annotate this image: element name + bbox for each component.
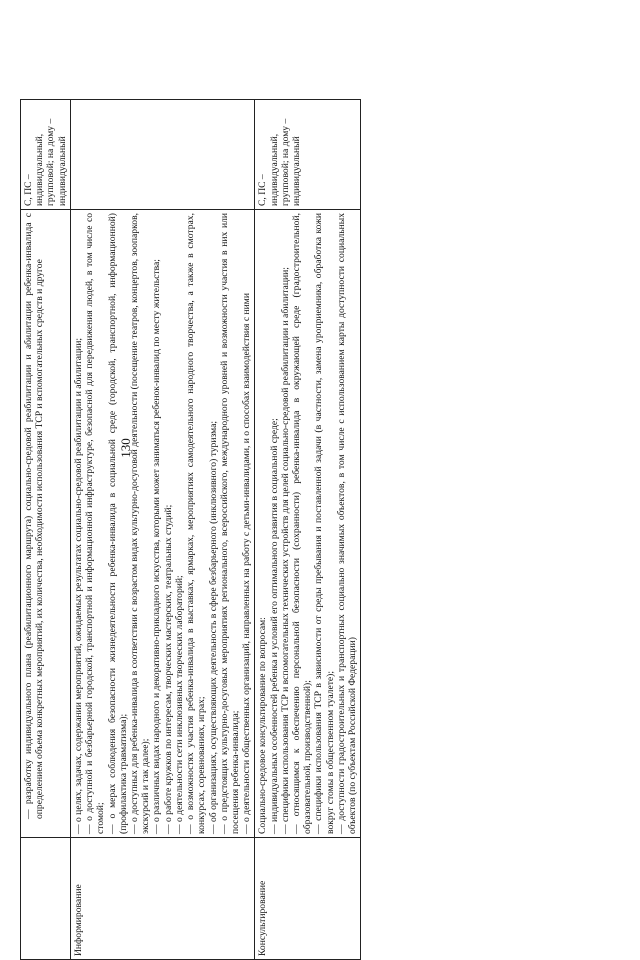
content-paragraph: — доступности градостроительных и транспортных социально значимых объектов, в том числе с использованием карты доступности социальных объектов (по субъектам Российской Федерации) <box>335 213 359 834</box>
form-cell: С, ПС – индивидуальный, групповой; на дому – индивидуальный <box>21 100 71 210</box>
section-cell: Консультирование <box>255 838 361 960</box>
content-paragraph: — о доступных для ребенка-инвалида в соответствии с возрастом видах культурно-досуговой деятельности (посещение театров, концертов, зоопарков, экскурсий и так далее); <box>128 213 152 834</box>
content-paragraph: — о работе кружков по интересам, творческих мастерских, театральных студий; <box>162 504 174 834</box>
form-cell <box>70 100 255 210</box>
section-cell <box>21 838 71 960</box>
form-cell: С, ПС – индивидуальный, групповой; на дому – индивидуальный <box>255 100 361 210</box>
content-paragraph: — об организациях, осуществляющих деятельность в сфере безбарьерного (инклюзивного) туризма; <box>207 420 219 834</box>
content-paragraph: — специфики использования ТСР в зависимости от среды пребывания и поставленной задачи (в частности, замена уроприемника, обработка кожи вокруг стомы в общественном туалете); <box>313 213 336 834</box>
content-paragraph: — разработку индивидуального плана (реабилитационного маршрута) социально-средовой реабилитации и абилитации ребенка-инвалида с определением объема конкретных мероприятий, их количества, необходимости использования ТСР и вспомогательных средств и другое <box>23 213 46 819</box>
page-number: 130 <box>117 438 133 458</box>
section-cell: Информирование <box>70 838 255 960</box>
table-row <box>70 100 255 960</box>
content-paragraph: — о возможностях участия ребенка-инвалида в выставках, ярмарках, мероприятиях самодеятельного народного творчества, а также в смотрах, конкурсах, соревнованиях, играх; <box>185 213 208 834</box>
content-paragraph: — специфики использования ТСР и вспомогательных технических устройств для целей социально-средовой реабилитации и абилитации; <box>279 267 291 834</box>
content-paragraph: — о различных видах народного и декоративно-прикладного искусства, которыми может заниматься ребенок-инвалид по месту жительства; <box>151 259 163 834</box>
rotated-table-container <box>20 100 470 960</box>
services-table <box>20 99 361 960</box>
content-paragraph: — индивидуальных особенностей ребенка и условий его оптимального развития в социальной среде; <box>268 418 280 834</box>
content-cell <box>255 210 361 838</box>
content-paragraph: — о доступной и безбарьерной городской, транспортной и информационной инфраструктуре, безопасной для передвижения людей, в том числе со стомой; <box>84 213 107 834</box>
content-paragraph: — о деятельности сети инклюзивных творческих лабораторий; <box>173 575 185 834</box>
content-cell <box>70 210 255 838</box>
content-paragraph: — о мерах соблюдения безопасности жизнедеятельности ребенка-инвалида в социальной среде (городской, транспортной, информационной) (профилактика травматизма); <box>106 213 129 834</box>
content-paragraph: — относящимся к обеспечению персональной безопасности (сохранности) ребенка-инвалида в окружающей среде (градостроительной, образовательной, производственной); <box>291 213 314 834</box>
table-row <box>255 100 361 960</box>
content-paragraph: — о целях, задачах, содержании мероприятий, ожидаемых результатах социально-средовой реабилитации и абилитации; <box>72 337 84 834</box>
content-paragraph: Социально-средовое консультирование по вопросам: <box>257 617 269 834</box>
content-paragraph: — о деятельности общественных организаций, направленных на работу с детьми-инвалидами, и о способах взаимодействия с ними <box>241 293 253 834</box>
content-cell <box>21 210 71 838</box>
content-paragraph: — о предстоящих культурно-досуговых мероприятиях регионального, всероссийского, международного уровней и возможности участия в них или посещения ребенка-инвалида; <box>218 213 241 834</box>
table-row <box>21 100 71 960</box>
